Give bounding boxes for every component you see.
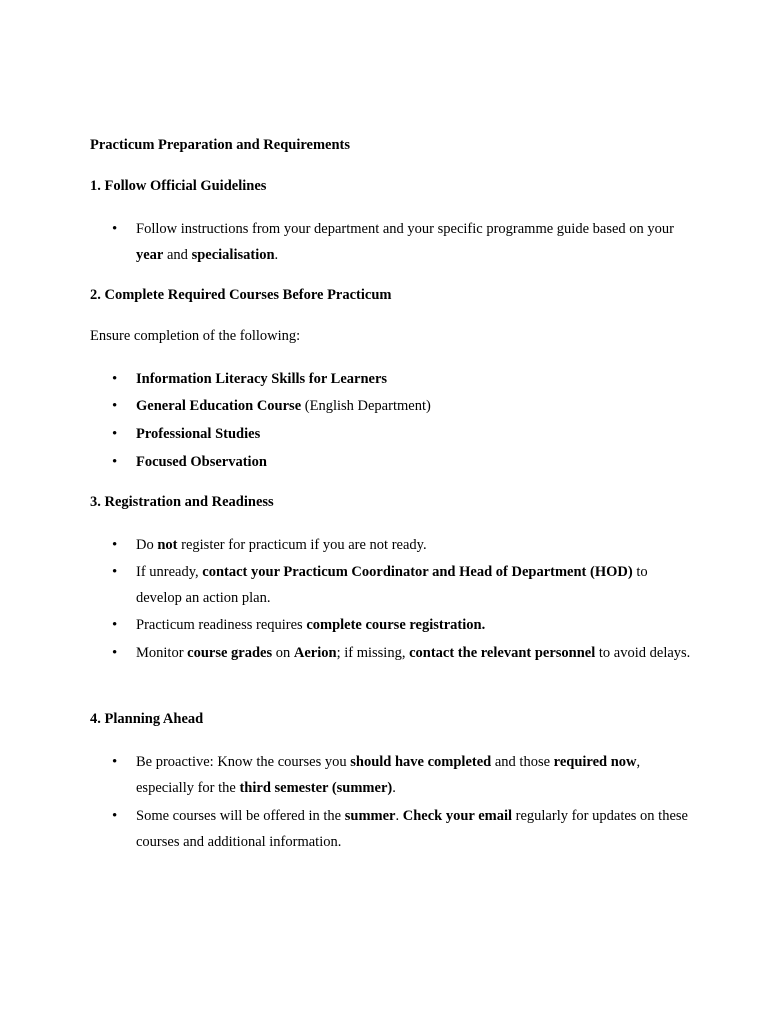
bullet-icon: •	[112, 645, 118, 661]
bold-text: Check your email	[402, 808, 513, 824]
bullet-icon: •	[112, 221, 118, 237]
section-heading: 3. Registration and Readiness	[90, 494, 274, 510]
text-run: .	[392, 780, 396, 796]
list-item-text	[136, 393, 696, 419]
text-run: Be proactive: Know the courses you	[136, 754, 351, 770]
bold-text: Focused Observation	[136, 454, 267, 470]
bold-text: specialisation	[191, 247, 275, 263]
bold-text: summer	[344, 808, 396, 824]
section-intro: Ensure completion of the following:	[90, 328, 301, 344]
text-run: register for practicum if you are not ready.	[177, 537, 427, 553]
bullet-icon: •	[112, 617, 118, 633]
bullet-icon: •	[112, 537, 118, 553]
bold-text: Information Literacy Skills for Learners	[136, 371, 388, 387]
text-run: (English Department)	[301, 398, 431, 414]
bold-text: not	[157, 537, 178, 553]
bullet-icon: •	[112, 426, 118, 442]
bullet-icon: •	[112, 754, 118, 770]
text-run: regularly for updates on these courses and additional information.	[136, 808, 688, 850]
list-item-text	[136, 532, 696, 558]
list-item-text	[136, 559, 696, 611]
list-item-text	[136, 749, 696, 801]
list-item-text	[136, 612, 696, 638]
bold-text: General Education Course	[136, 398, 302, 414]
bold-text: course grades	[187, 645, 273, 661]
list-item-text	[136, 449, 696, 475]
text-run: to avoid delays.	[595, 645, 691, 661]
list-item-text	[136, 421, 696, 447]
list-item-text	[136, 803, 696, 855]
bullet-icon: •	[112, 398, 118, 414]
bold-text: Aerion	[293, 645, 337, 661]
text-run: and those	[491, 754, 554, 770]
bold-text: Professional Studies	[136, 426, 261, 442]
text-run: .	[395, 808, 403, 824]
bold-text: third semester (summer)	[239, 780, 393, 796]
text-run: Some courses will be offered in the	[136, 808, 345, 824]
bold-text: required now	[553, 754, 637, 770]
text-run: If unready,	[136, 564, 203, 580]
text-run: .	[274, 247, 279, 263]
document-title: Practicum Preparation and Requirements	[90, 137, 351, 153]
text-run: Follow instructions from your department and your specific programme guide based on your	[136, 221, 674, 237]
text-run: Monitor	[136, 645, 188, 661]
text-run: to develop an action plan.	[136, 564, 648, 606]
section-heading: 4. Planning Ahead	[90, 711, 204, 727]
text-run: Practicum readiness requires	[136, 617, 307, 633]
bullet-icon: •	[112, 564, 118, 580]
bold-text: contact the relevant personnel	[409, 645, 596, 661]
bullet-icon: •	[112, 371, 118, 387]
section-heading: 2. Complete Required Courses Before Practicum	[90, 287, 392, 303]
bold-text: contact your Practicum Coordinator and Head of Department (HOD)	[202, 564, 633, 580]
bold-text: should have completed	[350, 754, 492, 770]
text-run: on	[272, 645, 294, 661]
text-run: ; if missing,	[336, 645, 410, 661]
list-item-text	[136, 216, 696, 268]
bullet-icon: •	[112, 454, 118, 470]
bullet-icon: •	[112, 808, 118, 824]
list-item-text	[136, 640, 696, 666]
bold-text: year	[136, 247, 164, 263]
text-run: , especially for the	[136, 754, 641, 796]
text-run: and	[163, 247, 192, 263]
section-heading: 1. Follow Official Guidelines	[90, 178, 267, 194]
bold-text: complete course registration.	[306, 617, 486, 633]
list-item-text	[136, 366, 696, 392]
text-run: Do	[136, 537, 158, 553]
